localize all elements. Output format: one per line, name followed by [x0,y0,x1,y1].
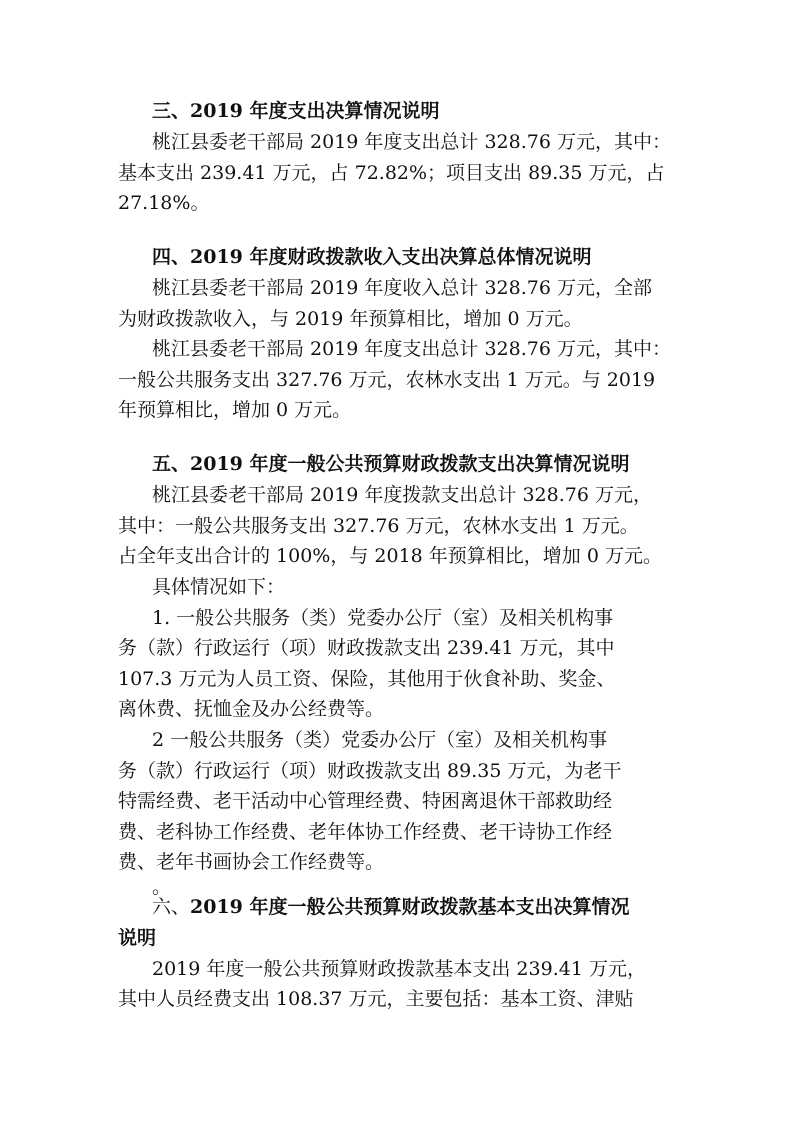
paragraph-line: 1. 一般公共服务（类）党委办公厅（室）及相关机构事 [152,607,614,629]
paragraph-line: 务（款）行政运行（项）财政拨款支出 239.41 万元，其中 [118,637,615,659]
section-heading: 五、2019 年度一般公共预算财政拨款支出决算情况说明 [152,453,630,475]
paragraph-line: 为财政拨款收入，与 2019 年预算相比，增加 0 万元。 [118,308,583,330]
paragraph-line: 特需经费、老干活动中心管理经费、特困离退休干部救助经 [118,790,613,812]
paragraph-line: 离休费、抚恤金及办公经费等。 [118,698,385,720]
paragraph-line: 其中人员经费支出 108.37 万元，主要包括：基本工资、津贴 [118,988,634,1010]
paragraph-line: 基本支出 239.41 万元，占 72.82%；项目支出 89.35 万元，占 [118,162,665,184]
section-heading [152,893,630,921]
paragraph-line: 占全年支出合计的 100%，与 2018 年预算相比，增加 0 万元。 [118,545,662,567]
paragraph-line: 107.3 万元为人员工资、保险，其他用于伙食补助、奖金、 [118,668,616,690]
section-heading: 三、2019 年度支出决算情况说明 [152,100,440,122]
paragraph-line: 其中：一般公共服务支出 327.76 万元，农林水支出 1 万元。 [118,515,639,537]
section-heading-text: 2019 年度一般公共预算财政拨款基本支出决算情况 [190,896,630,918]
section-heading-continued: 说明 [118,927,157,949]
paragraph-line: 务（款）行政运行（项）财政拨款支出 89.35 万元，为老干 [118,760,622,782]
paragraph-line: 具体情况如下： [152,576,286,598]
paragraph-line: 。 [152,876,172,898]
section-heading-prefix: 六、 [152,896,191,918]
paragraph-line: 费、老年书画协会工作经费等。 [118,851,385,873]
paragraph-line: 2019 年度一般公共预算财政拨款基本支出 239.41 万元， [152,958,646,980]
paragraph-line: 桃江县委老干部局 2019 年度支出总计 328.76 万元，其中： [152,338,671,360]
paragraph-line: 年预算相比，增加 0 万元。 [118,399,352,421]
paragraph-line: 桃江县委老干部局 2019 年度收入总计 328.76 万元，全部 [152,277,652,299]
section-heading: 四、2019 年度财政拨款收入支出决算总体情况说明 [152,246,592,268]
paragraph-line: 费、老科协工作经费、老年体协工作经费、老干诗协工作经 [118,821,613,843]
paragraph-line: 桃江县委老干部局 2019 年度拨款支出总计 328.76 万元， [152,484,652,506]
paragraph-line: 27.18%。 [118,192,210,214]
paragraph-line: 桃江县委老干部局 2019 年度支出总计 328.76 万元，其中： [152,131,671,153]
paragraph-line: 2 一般公共服务（类）党委办公厅（室）及相关机构事 [152,729,608,751]
paragraph-line: 一般公共服务支出 327.76 万元，农林水支出 1 万元。与 2019 [118,369,656,391]
